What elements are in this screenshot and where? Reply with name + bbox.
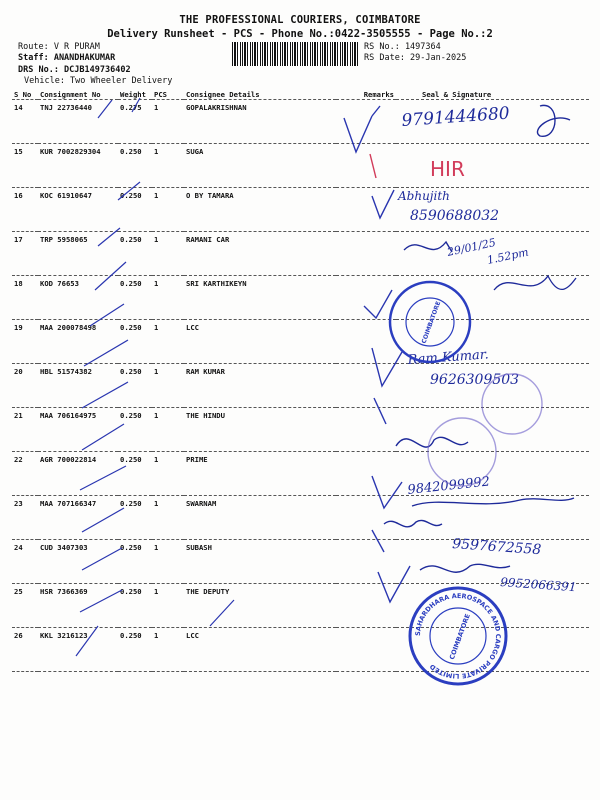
table-row: [12, 144, 589, 188]
remarks-cell: [336, 188, 396, 232]
signature-cell: [396, 496, 589, 540]
barcode: [232, 42, 358, 66]
remarks-cell: [336, 232, 396, 276]
row-sno: 24: [12, 540, 38, 584]
signature-cell: [396, 100, 589, 144]
staff-label: Staff: ANANDHAKUMAR: [18, 53, 116, 63]
consignment-number: KOC 61910647: [38, 188, 118, 232]
consignee-name: SUGA: [184, 144, 336, 188]
row-sno: 17: [12, 232, 38, 276]
row-sno: 19: [12, 320, 38, 364]
row-sno: 16: [12, 188, 38, 232]
table-row: [12, 188, 589, 232]
weight-value: 0.250: [118, 232, 152, 276]
pcs-value: 1: [152, 100, 184, 144]
remarks-cell: [336, 408, 396, 452]
col-header-sno: S No: [12, 89, 38, 100]
signature-cell: [396, 144, 589, 188]
pcs-value: 1: [152, 628, 184, 672]
remarks-cell: [336, 144, 396, 188]
row-sno: 20: [12, 364, 38, 408]
consignment-number: TRP 5958065: [38, 232, 118, 276]
weight-value: 0.250: [118, 364, 152, 408]
row-sno: 22: [12, 452, 38, 496]
weight-value: 0.250: [118, 540, 152, 584]
pcs-value: 1: [152, 452, 184, 496]
consignee-name: GOPALAKRISHNAN: [184, 100, 336, 144]
consignment-number: CUD 3407303: [38, 540, 118, 584]
signature-cell: [396, 628, 589, 672]
handwritten-phone: 8590688032: [410, 208, 500, 224]
signature-cell: [396, 364, 589, 408]
consignee-name: LCC: [184, 320, 336, 364]
weight-value: 0.250: [118, 452, 152, 496]
runsheet-table: [12, 89, 589, 672]
remarks-cell: [336, 584, 396, 628]
weight-value: 0.250: [118, 320, 152, 364]
handwritten-phone: 9952066391: [499, 575, 577, 595]
pcs-value: 1: [152, 320, 184, 364]
consignee-name: LCC: [184, 628, 336, 672]
remarks-cell: [336, 628, 396, 672]
document-subtitle: Delivery Runsheet - PCS - Phone No.:0422-3505555 - Page No.:2: [107, 28, 493, 40]
pcs-value: 1: [152, 408, 184, 452]
route-label: Route: V R PURAM: [18, 42, 100, 52]
handwritten-phone: 9842099992: [406, 474, 491, 498]
remarks-cell: [336, 276, 396, 320]
remarks-cell: [336, 364, 396, 408]
row-sno: 25: [12, 584, 38, 628]
table-row: [12, 628, 589, 672]
col-header-consignment: Consignment No: [38, 89, 118, 100]
signature-cell: [396, 408, 589, 452]
table-row: [12, 320, 589, 364]
weight-value: 0.250: [118, 408, 152, 452]
row-sno: 18: [12, 276, 38, 320]
consignment-number: KKL 3216123: [38, 628, 118, 672]
col-header-weight: Weight: [118, 89, 152, 100]
consignment-number: MAA 706164975: [38, 408, 118, 452]
signature-cell: [396, 540, 589, 584]
consignment-number: HBL 51574382: [38, 364, 118, 408]
remarks-cell: [336, 540, 396, 584]
weight-value: 0.250: [118, 628, 152, 672]
weight-value: 0.250: [118, 496, 152, 540]
consignee-name: SUBASH: [184, 540, 336, 584]
row-sno: 14: [12, 100, 38, 144]
document-title: THE PROFESSIONAL COURIERS, COIMBATORE: [179, 14, 421, 26]
consignment-number: MAA 200078498: [38, 320, 118, 364]
signature-cell: [396, 320, 589, 364]
row-sno: 23: [12, 496, 38, 540]
table-row: [12, 364, 589, 408]
table-row: [12, 496, 589, 540]
signature-cell: [396, 276, 589, 320]
consignee-name: PRIME: [184, 452, 336, 496]
handwritten-note: HIR: [430, 157, 465, 181]
pcs-value: 1: [152, 276, 184, 320]
remarks-cell: [336, 320, 396, 364]
consignment-number: KUR 7002829304: [38, 144, 118, 188]
consignment-number: HSR 7366369: [38, 584, 118, 628]
stamp-center-text: COIMBATORE: [447, 612, 472, 661]
table-row: [12, 232, 589, 276]
handwritten-phone: 9626309503: [430, 372, 520, 388]
signature-cell: [396, 188, 589, 232]
table-row: [12, 540, 589, 584]
weight-value: 0.275: [118, 100, 152, 144]
table-header-row: [12, 89, 589, 100]
row-sno: 26: [12, 628, 38, 672]
stamp-center-text: COIMBATORE: [420, 300, 443, 345]
consignee-name: RAMANI CAR: [184, 232, 336, 276]
pcs-value: 1: [152, 364, 184, 408]
consignment-number: KOD 76653: [38, 276, 118, 320]
col-header-consignee: Consignee Details: [184, 89, 336, 100]
table-row: [12, 276, 589, 320]
handwritten-phone: 9597672558: [451, 536, 542, 559]
consignment-number: TNJ 22736440: [38, 100, 118, 144]
handwritten-phone: 9791444680: [400, 103, 511, 131]
weight-value: 0.250: [118, 144, 152, 188]
col-header-signature: Seal & Signature: [396, 89, 589, 100]
pcs-value: 1: [152, 540, 184, 584]
table-row: [12, 452, 589, 496]
pcs-value: 1: [152, 496, 184, 540]
weight-value: 0.250: [118, 584, 152, 628]
rs-number: RS No.: 1497364: [364, 42, 441, 52]
col-header-remarks: Remarks: [336, 89, 396, 100]
consignment-number: AGR 700022814: [38, 452, 118, 496]
remarks-cell: [336, 496, 396, 540]
pcs-value: 1: [152, 232, 184, 276]
handwritten-name: Ram Kumar.: [407, 347, 490, 368]
consignment-number: MAA 707166347: [38, 496, 118, 540]
consignee-name: THE DEPUTY: [184, 584, 336, 628]
table-row: [12, 100, 589, 144]
signature-cell: [396, 584, 589, 628]
signature-cell: [396, 232, 589, 276]
remarks-cell: [336, 100, 396, 144]
handwritten-name: Abhujith: [398, 189, 450, 203]
row-sno: 21: [12, 408, 38, 452]
consignee-name: O BY TAMARA: [184, 188, 336, 232]
drs-label: DRS No.: DCJB149736402: [18, 65, 131, 75]
remarks-cell: [336, 452, 396, 496]
pcs-value: 1: [152, 144, 184, 188]
row-sno: 15: [12, 144, 38, 188]
table-row: [12, 408, 589, 452]
vehicle-label: Vehicle: Two Wheeler Delivery: [24, 76, 173, 86]
handwritten-time: 1.52pm: [485, 245, 530, 267]
col-header-pcs: PCS: [152, 89, 184, 100]
signature-cell: [396, 452, 589, 496]
stamp-ring-text: SAHARDHARA AEROSPACE AND CARGO PRIVATE LIMITED: [413, 591, 503, 681]
weight-value: 0.250: [118, 276, 152, 320]
consignee-name: RAM KUMAR: [184, 364, 336, 408]
rs-date: RS Date: 29-Jan-2025: [364, 53, 467, 63]
consignee-name: SWARNAM: [184, 496, 336, 540]
consignee-name: SRI KARTHIKEYN: [184, 276, 336, 320]
pcs-value: 1: [152, 584, 184, 628]
handwritten-date: 29/01/25: [445, 235, 497, 259]
consignee-name: THE HINDU: [184, 408, 336, 452]
weight-value: 0.250: [118, 188, 152, 232]
table-row: [12, 584, 589, 628]
pcs-value: 1: [152, 188, 184, 232]
